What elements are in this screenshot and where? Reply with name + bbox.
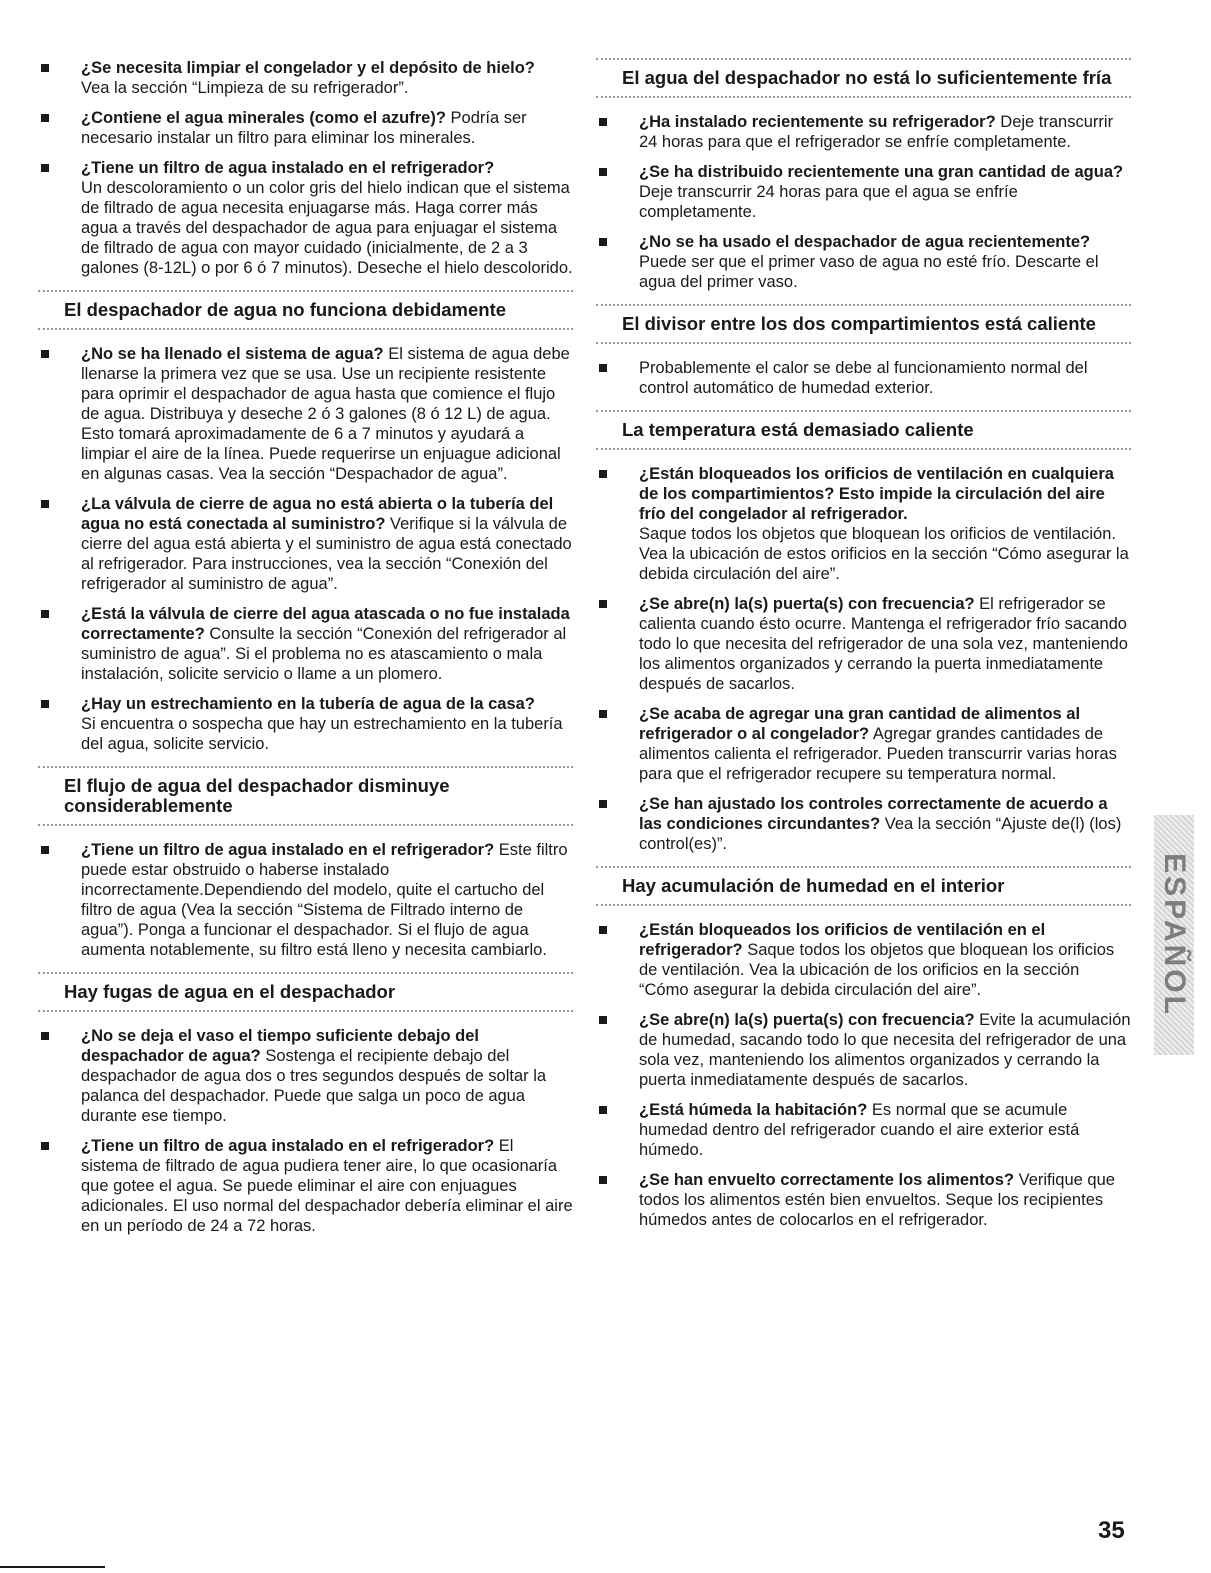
section-heading: Hay fugas de agua en el despachador bbox=[38, 972, 573, 1012]
bullet-icon bbox=[41, 1142, 49, 1150]
answer: Puede ser que el primer vaso de agua no esté frío. Descarte el agua del primer vaso. bbox=[639, 253, 1099, 291]
bullet-icon bbox=[599, 470, 607, 478]
bullet-icon bbox=[41, 164, 49, 172]
list-item bbox=[596, 1100, 1131, 1160]
list-item bbox=[596, 232, 1131, 292]
bullet-icon bbox=[41, 700, 49, 708]
answer: Sostenga el recipiente debajo del despachador de agua dos o tres segundos después de soltar la palanca del despachador. Puede que salga un poco de agua durante ese tiempo. bbox=[81, 1047, 547, 1125]
question: ¿La válvula de cierre de agua no está abierta o la tubería del agua no está conectada al suministro? bbox=[81, 495, 554, 533]
answer: Vea la sección “Limpieza de su refrigerador”. bbox=[81, 79, 409, 97]
question: ¿No se ha llenado el sistema de agua? bbox=[81, 345, 384, 363]
list-item bbox=[596, 1010, 1131, 1090]
section-heading: La temperatura está demasiado caliente bbox=[596, 410, 1131, 450]
list-item bbox=[38, 344, 573, 484]
question: ¿Está la válvula de cierre del agua atascada o no fue instalada correctamente? bbox=[81, 605, 570, 643]
bullet-icon bbox=[599, 168, 607, 176]
right-column bbox=[596, 58, 1131, 1240]
section-heading: El agua del despachador no está lo suficientemente fría bbox=[596, 58, 1131, 98]
bullet-icon bbox=[41, 64, 49, 72]
list-item bbox=[596, 594, 1131, 694]
answer: Verifique si la válvula de cierre del agua está abierta y el suministro de agua está conectado al refrigerador. Para instrucciones, vea la sección “Conexión del refrigerador al suministro de agua”. bbox=[81, 515, 572, 593]
list-item bbox=[38, 1026, 573, 1126]
list-item bbox=[38, 604, 573, 684]
question: ¿Tiene un filtro de agua instalado en el refrigerador? bbox=[81, 159, 495, 177]
list-item bbox=[38, 108, 573, 148]
section-heading: El flujo de agua del despachador disminuye considerablemente bbox=[38, 766, 573, 826]
bottom-rule bbox=[0, 1566, 105, 1568]
list-item bbox=[596, 794, 1131, 854]
list-item bbox=[38, 840, 573, 960]
answer: Agregar grandes cantidades de alimentos calienta el refrigerador. Pueden transcurrir varias horas para que el refrigerador recupere su temperatura normal. bbox=[639, 725, 1117, 783]
bullet-icon bbox=[599, 364, 607, 372]
answer: Es normal que se acumule humedad dentro del refrigerador cuando el aire exterior está húmedo. bbox=[639, 1101, 1080, 1159]
answer: Saque todos los objetos que bloquean los orificios de ventilación. Vea la ubicación de estos orificios en la sección “Cómo asegurar la debida circulación del aire”. bbox=[639, 525, 1129, 583]
language-side-tab bbox=[1154, 815, 1194, 1055]
left-column bbox=[38, 58, 573, 1246]
bullet-icon bbox=[599, 600, 607, 608]
answer: Saque todos los objetos que bloquean los orificios de ventilación. Vea la ubicación de los orificios en la sección “Cómo asegurar la debida circulación del aire”. bbox=[639, 941, 1115, 999]
question: ¿Se ha distribuido recientemente una gran cantidad de agua? bbox=[639, 163, 1124, 181]
answer: Este filtro puede estar obstruido o haberse instalado incorrectamente.Dependiendo del modelo, quite el cartucho del filtro de agua (Vea la sección “Sistema de Filtrado interno de agua”). Ponga a funcionar el despachador. Si el flujo de agua aumenta notablemente, su filtro está lleno y necesita cambiarlo. bbox=[81, 841, 568, 959]
bullet-icon bbox=[41, 350, 49, 358]
answer: Evite la acumulación de humedad, sacando todo lo que necesita del refrigerador de una sola vez, manteniendo los alimentos organizados y cerrando la puerta inmediatamente después de sacarlos. bbox=[639, 1011, 1131, 1089]
answer: Si encuentra o sospecha que hay un estrechamiento en la tubería del agua, solicite servicio. bbox=[81, 715, 563, 753]
list-item bbox=[38, 494, 573, 594]
answer: Deje transcurrir 24 horas para que el refrigerador se enfríe completamente. bbox=[639, 113, 1114, 151]
bullet-icon bbox=[599, 926, 607, 934]
answer: Vea la sección “Ajuste de(l) (los) control(es)”. bbox=[639, 815, 1122, 853]
list-item bbox=[596, 112, 1131, 152]
answer: Podría ser necesario instalar un filtro para eliminar los minerales. bbox=[81, 109, 527, 147]
section-heading: El divisor entre los dos compartimientos está caliente bbox=[596, 304, 1131, 344]
question: ¿Se acaba de agregar una gran cantidad de alimentos al refrigerador o al congelador? bbox=[639, 705, 1081, 743]
question: ¿Se abre(n) la(s) puerta(s) con frecuencia? bbox=[639, 1011, 975, 1029]
question: ¿Se han envuelto correctamente los alimentos? bbox=[639, 1171, 1015, 1189]
answer: Probablemente el calor se debe al funcionamiento normal del control automático de humedad exterior. bbox=[639, 359, 1088, 397]
answer: El sistema de agua debe llenarse la primera vez que se usa. Use un recipiente resistente para oprimir el despachador de agua hasta que comience el flujo de agua. Distribuya y deseche 2 ó 3 galones (8 ó 12 L) de agua. Esto tomará aproximadamente de 6 a 7 minutos y ayudará a limpiar el aire de la línea. Puede requerirse un enjuague adicional en algunas casas. Vea la sección “Despachador de agua”. bbox=[81, 345, 570, 483]
question: ¿Contiene el agua minerales (como el azufre)? bbox=[81, 109, 446, 127]
question: ¿Se necesita limpiar el congelador y el depósito de hielo? bbox=[81, 59, 535, 77]
question: ¿Están bloqueados los orificios de ventilación en cualquiera de los compartimientos? Esto impide la circulación del aire frío del congelador al refrigerador. bbox=[639, 465, 1114, 523]
page-number: 35 bbox=[1098, 1517, 1125, 1544]
list-item bbox=[38, 158, 573, 278]
question: ¿Ha instalado recientemente su refrigerador? bbox=[639, 113, 996, 131]
bullet-icon bbox=[41, 1032, 49, 1040]
list-item bbox=[596, 704, 1131, 784]
list-item bbox=[596, 920, 1131, 1000]
answer: Deje transcurrir 24 horas para que el agua se enfríe completamente. bbox=[639, 183, 1018, 221]
bullet-icon bbox=[599, 1176, 607, 1184]
bullet-icon bbox=[599, 238, 607, 246]
answer: Un descoloramiento o un color gris del hielo indican que el sistema de filtrado de agua necesita enjuagarse más. Haga correr más agua a través del despachador de agua para enjuagar el sistema de filtrado de agua con mayor cuidado (inicialmente, de 2 a 3 galones (8-12L) o por 6 ó 7 minutos). Deseche el hielo descolorido. bbox=[81, 179, 573, 277]
question: ¿Están bloqueados los orificios de ventilación en el refrigerador? bbox=[639, 921, 1046, 959]
question: ¿Se abre(n) la(s) puerta(s) con frecuencia? bbox=[639, 595, 975, 613]
answer: Verifique que todos los alimentos estén bien envueltos. Seque los recipientes húmedos antes de colocarlos en el refrigerador. bbox=[639, 1171, 1115, 1229]
answer: El refrigerador se calienta cuando ésto ocurre. Mantenga el refrigerador frío sacando todo lo que necesita del refrigerador de una sola vez, manteniendo los alimentos organizados y cerrando la puerta inmediatamente después de sacarlos. bbox=[639, 595, 1128, 693]
question: ¿No se deja el vaso el tiempo suficiente debajo del despachador de agua? bbox=[81, 1027, 479, 1065]
bullet-icon bbox=[599, 1016, 607, 1024]
list-item bbox=[596, 358, 1131, 398]
question: ¿Tiene un filtro de agua instalado en el refrigerador? bbox=[81, 1137, 495, 1155]
bullet-icon bbox=[41, 610, 49, 618]
bullet-icon bbox=[599, 118, 607, 126]
list-item bbox=[38, 58, 573, 98]
list-item bbox=[596, 464, 1131, 584]
list-item bbox=[596, 162, 1131, 222]
bullet-icon bbox=[599, 800, 607, 808]
bullet-icon bbox=[41, 114, 49, 122]
answer: El sistema de filtrado de agua pudiera tener aire, lo que ocasionaría que gotee el agua. Se puede eliminar el aire con enjuagues adicionales. El uso normal del despachador debería eliminar el aire en un período de 24 a 72 horas. bbox=[81, 1137, 573, 1235]
answer: Consulte la sección “Conexión del refrigerador al suministro de agua”. Si el problema no es atascamiento o mala instalación, solicite servicio o llame a un plomero. bbox=[81, 625, 567, 683]
list-item bbox=[38, 1136, 573, 1236]
language-label: ESPAÑOL bbox=[1158, 853, 1192, 1017]
list-item bbox=[596, 1170, 1131, 1230]
bullet-icon bbox=[41, 500, 49, 508]
question: ¿Se han ajustado los controles correctamente de acuerdo a las condiciones circundantes? bbox=[639, 795, 1108, 833]
list-item bbox=[38, 694, 573, 754]
question: ¿Hay un estrechamiento en la tubería de agua de la casa? bbox=[81, 695, 535, 713]
question: ¿Está húmeda la habitación? bbox=[639, 1101, 868, 1119]
section-heading: Hay acumulación de humedad en el interior bbox=[596, 866, 1131, 906]
question: ¿Tiene un filtro de agua instalado en el refrigerador? bbox=[81, 841, 495, 859]
question: ¿No se ha usado el despachador de agua recientemente? bbox=[639, 233, 1091, 251]
section-heading: El despachador de agua no funciona debidamente bbox=[38, 290, 573, 330]
bullet-icon bbox=[41, 846, 49, 854]
bullet-icon bbox=[599, 1106, 607, 1114]
bullet-icon bbox=[599, 710, 607, 718]
